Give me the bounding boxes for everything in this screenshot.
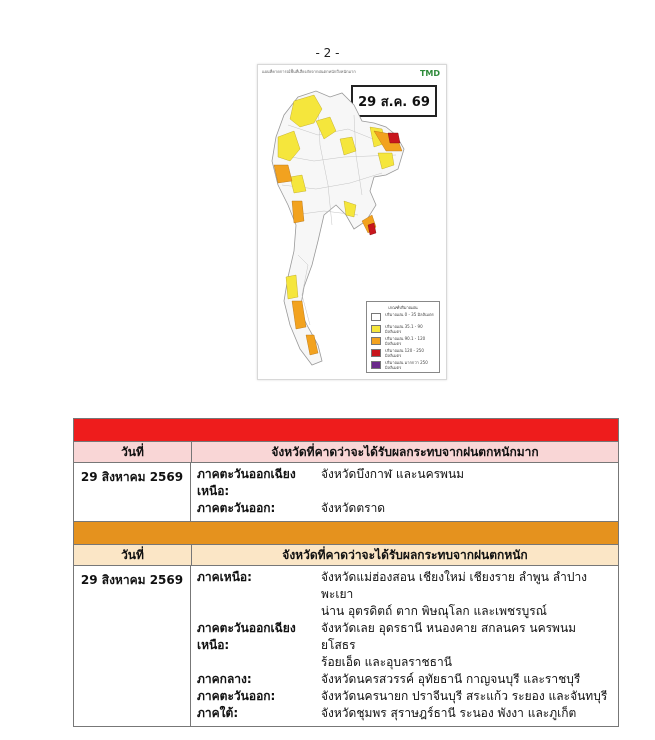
- region-name: ภาคใต้:: [197, 706, 239, 720]
- region-provinces: จังหวัดนครสวรรค์ อุทัยธานี กาญจนบุรี และราชบุรี: [321, 672, 581, 686]
- legend-label: ปริมาณฝน 35.1 - 90 มิลลิเมตร: [385, 324, 423, 334]
- region-row: [197, 466, 612, 500]
- region-provinces: ร้อยเอ็ด และอุบลราชธานี: [321, 655, 452, 669]
- tmd-logo-icon: TMD: [419, 69, 440, 78]
- legend-swatch: [371, 313, 381, 321]
- legend-swatch: [371, 337, 381, 345]
- legend-title: เกณฑ์ปริมาณฝน: [388, 305, 418, 310]
- region-provinces: จังหวัดเลย อุดรธานี หนองคาย สกลนคร นครพนม ยโสธร: [321, 621, 577, 652]
- column-header-date: วันที่: [74, 545, 192, 565]
- rainfall-forecast-map: [257, 64, 447, 380]
- date-cell: 29 สิงหาคม 2569: [74, 463, 191, 521]
- region-provinces: จังหวัดบึงกาฬ และนครพนม: [321, 467, 465, 481]
- legend-label: ปริมาณฝน 90.1 - 120 มิลลิเมตร: [385, 336, 426, 346]
- table-row: [74, 566, 618, 726]
- map-legend: [366, 301, 440, 373]
- table-header-row: [74, 544, 618, 566]
- legend-label: ปริมาณฝน 0 - 35 มิลลิเมตร: [385, 312, 434, 317]
- column-header-provinces: จังหวัดที่คาดว่าจะได้รับผลกระทบจากฝนตกหนักมาก: [271, 445, 539, 459]
- region-provinces: น่าน อุตรดิตถ์ ตาก พิษณุโลก และเพชรบูรณ์: [321, 604, 547, 618]
- map-date-label: 29 ส.ค. 69: [351, 85, 437, 117]
- very-heavy-rain-color-band: [74, 419, 618, 441]
- map-header-text: แผนที่คาดการณ์พื้นที่เสี่ยงภัยจากฝนตกหนักถึงหนักมาก: [262, 69, 356, 74]
- legend-swatch: [371, 325, 381, 333]
- region-provinces: จังหวัดแม่ฮ่องสอน เชียงใหม่ เชียงราย ลำพูน ลำปาง พะเยา: [321, 570, 588, 601]
- legend-label: ปริมาณฝน 120 - 250 มิลลิเมตร: [385, 348, 424, 358]
- regions-cell: [191, 566, 618, 726]
- region-row: [197, 705, 612, 722]
- region-name: ภาคตะวันออก:: [197, 689, 276, 703]
- region-row: [197, 671, 612, 688]
- region-row: [197, 500, 612, 517]
- region-row: [197, 654, 612, 671]
- legend-item: [371, 348, 437, 358]
- column-header-provinces: จังหวัดที่คาดว่าจะได้รับผลกระทบจากฝนตกหนัก: [282, 548, 528, 562]
- region-name: ภาคตะวันออกเฉียงเหนือ:: [197, 621, 296, 652]
- legend-label: ปริมาณฝน มากกว่า 250 มิลลิเมตร: [385, 360, 428, 370]
- date-cell: 29 สิงหาคม 2569: [74, 566, 191, 726]
- regions-cell: [191, 463, 618, 521]
- table-header-row: [74, 441, 618, 463]
- region-row: [197, 620, 612, 654]
- region-row: [197, 688, 612, 705]
- legend-swatch: [371, 361, 381, 369]
- region-name: ภาคตะวันออกเฉียงเหนือ:: [197, 467, 296, 498]
- legend-item: [371, 324, 437, 334]
- very-heavy-rain-table: [73, 418, 619, 522]
- region-name: ภาคเหนือ:: [197, 570, 252, 584]
- region-row: [197, 603, 612, 620]
- heavy-rain-table: [73, 521, 619, 727]
- region-name: [197, 603, 321, 620]
- column-header-date: วันที่: [74, 442, 192, 462]
- legend-swatch: [371, 349, 381, 357]
- region-name: ภาคกลาง:: [197, 672, 252, 686]
- region-provinces: จังหวัดชุมพร สุราษฎร์ธานี ระนอง พังงา และภูเก็ต: [321, 706, 577, 720]
- legend-item: [371, 360, 437, 370]
- page-number: - 2 -: [315, 46, 340, 60]
- region-row: [197, 569, 612, 603]
- legend-item: [371, 312, 437, 322]
- legend-item: [371, 336, 437, 346]
- region-name: ภาคตะวันออก:: [197, 501, 276, 515]
- region-provinces: จังหวัดตราด: [321, 501, 386, 515]
- region-name: [197, 654, 321, 671]
- region-provinces: จังหวัดนครนายก ปราจีนบุรี สระแก้ว ระยอง และจันทบุรี: [321, 689, 608, 703]
- heavy-rain-color-band: [74, 522, 618, 544]
- table-row: [74, 463, 618, 521]
